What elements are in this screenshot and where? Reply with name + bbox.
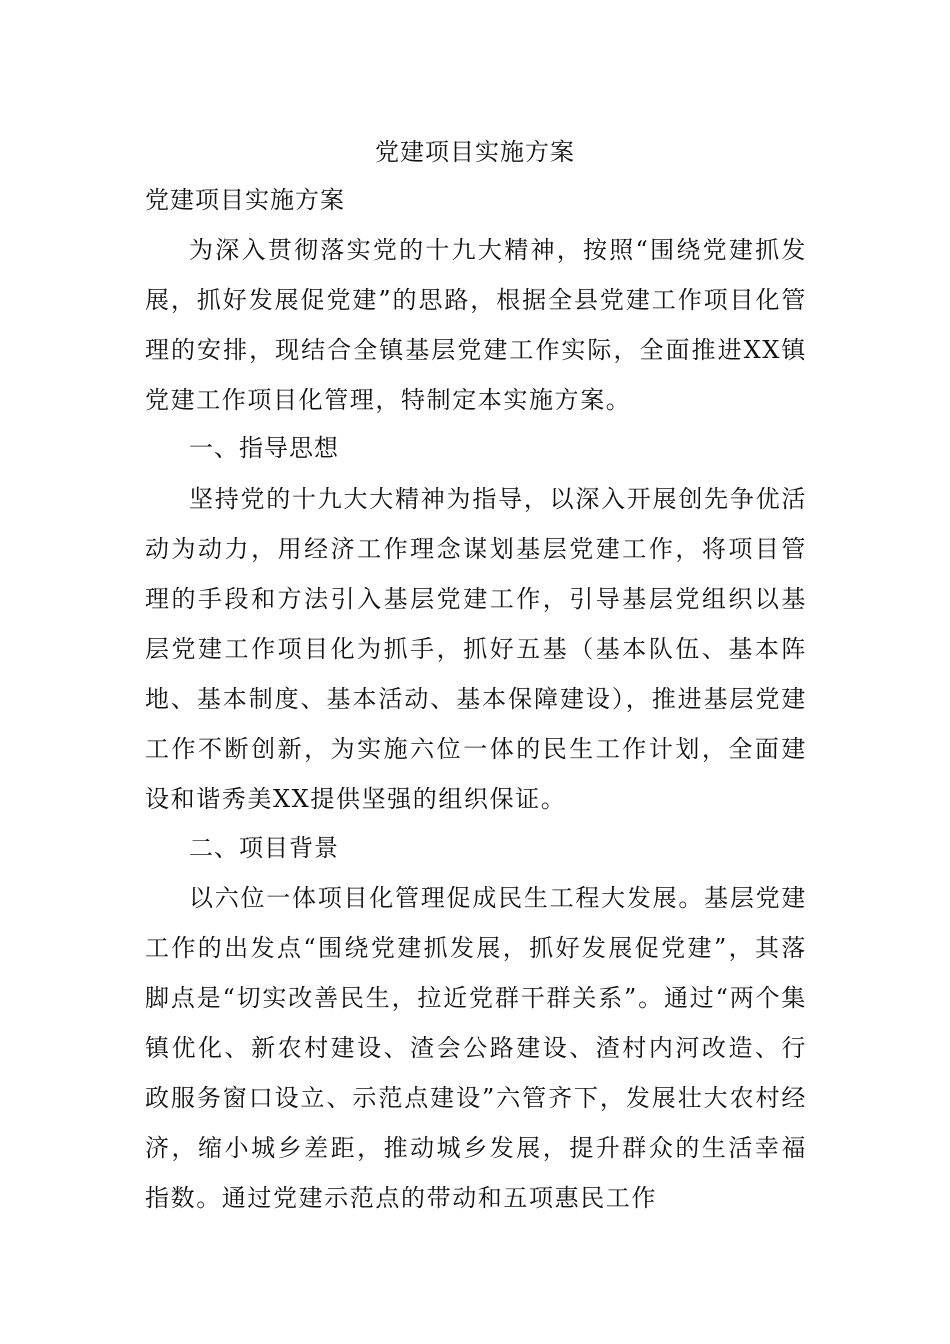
document-subtitle: 党建项目实施方案 <box>145 186 345 214</box>
section-heading-guiding-ideology: 一、指导思想 <box>189 434 339 462</box>
guiding-ideology-paragraph: 坚持党的十九大大精神为指导，以深入开展创先争优活动为动力，用经济工作理念谋划基层党建工作，将项目管理的手段和方法引入基层党建工作，引导基层党组织以基层党建工作项目化为抓手，抓好五基（基本队伍、基本阵地、基本制度、基本活动、基本保障建设），推进基层党建工作不断创新，为实施六位一体的民生工作计划，全面建设和谐秀美XX提供坚强的组织保证。 <box>145 485 807 813</box>
section-heading-project-background: 二、项目背景 <box>189 834 339 862</box>
document-title: 党建项目实施方案 <box>375 138 575 166</box>
project-background-paragraph: 以六位一体项目化管理促成民生工程大发展。基层党建工作的出发点“围绕党建抓发展，抓好发展促党建”，其落脚点是“切实改善民生，拉近党群干群关系”。通过“两个集镇优化、新农村建设、渣会公路建设、渣村内河改造、行政服务窗口设立、示范点建设”六管齐下，发展壮大农村经济，缩小城乡差距，推动城乡发展，提升群众的生活幸福指数。通过党建示范点的带动和五项惠民工作 <box>145 884 807 1212</box>
intro-paragraph: 为深入贯彻落实党的十九大精神，按照“围绕党建抓发展，抓好发展促党建”的思路，根据全县党建工作项目化管理的安排，现结合全镇基层党建工作实际，全面推进XX镇党建工作项目化管理，特制定本实施方案。 <box>145 236 807 414</box>
